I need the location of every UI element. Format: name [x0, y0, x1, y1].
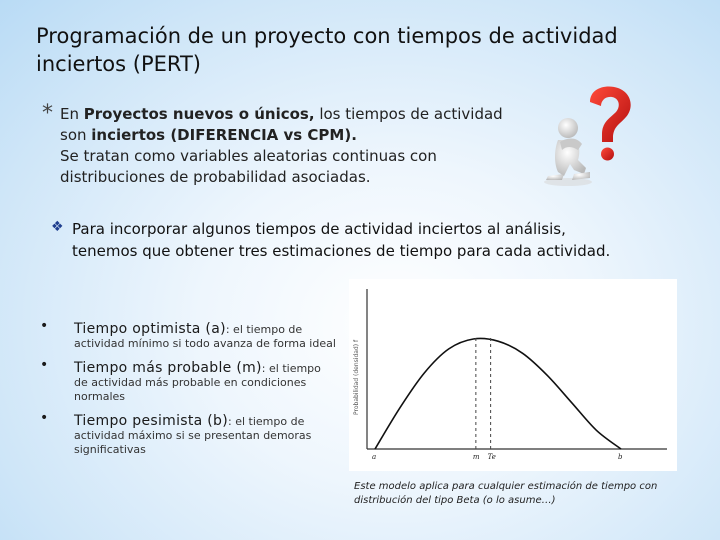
estimates-intro-paragraph	[72, 218, 692, 262]
title-line-2: inciertos (PERT)	[36, 52, 201, 76]
estimate-name: Tiempo optimista (a)	[74, 321, 226, 337]
intro-bold-2: inciertos (DIFERENCIA vs CPM).	[91, 126, 357, 144]
diamond-bullet-icon: ❖	[51, 219, 64, 235]
tick-label: b	[618, 453, 623, 461]
estimate-tail: : el tiempo	[261, 362, 321, 375]
caption-line-2: distribución del tipo Beta (o lo asume…)	[354, 495, 556, 506]
star-bullet-icon: *	[42, 101, 53, 126]
estimates-list	[40, 318, 350, 463]
bullet-icon: •	[40, 410, 49, 426]
caption-line-1: Este modelo aplica para cualquier estimación de tiempo con	[354, 481, 658, 492]
estimate-detail: actividad máximo si se presentan demoras	[74, 429, 312, 442]
beta-distribution-chart	[349, 279, 677, 471]
intro-line2-prefix: son	[60, 126, 92, 144]
tick-label: Te	[487, 453, 496, 461]
bullet-icon: •	[40, 318, 49, 334]
estimate-detail: de actividad más probable en condiciones	[74, 376, 307, 389]
estimates-intro-line-2: tenemos que obtener tres estimaciones de tiempo para cada actividad.	[72, 242, 611, 260]
intro-prefix: En	[60, 105, 84, 123]
tick-label: m	[472, 453, 480, 461]
estimate-name: Tiempo pesimista (b)	[74, 413, 228, 429]
intro-line-1	[60, 104, 530, 125]
intro-text-1: los tiempos de actividad	[314, 105, 503, 123]
list-item	[40, 318, 350, 351]
list-item	[40, 357, 350, 404]
list-item	[40, 410, 350, 457]
estimate-detail: actividad mínimo si todo avanza de forma ideal	[74, 337, 336, 350]
chart-caption	[354, 480, 694, 508]
estimate-detail: significativas	[74, 443, 146, 456]
intro-line-4: distribuciones de probabilidad asociadas.	[60, 168, 371, 186]
thinking-person-question-mark-icon	[540, 84, 640, 188]
estimate-name: Tiempo más probable (m)	[74, 360, 262, 376]
y-axis-label: Probabilidad (densidad) f	[353, 339, 360, 415]
title-line-1: Programación de un proyecto con tiempos de actividad	[36, 24, 618, 48]
intro-line-2	[60, 125, 530, 146]
estimate-detail: normales	[74, 390, 126, 403]
intro-bold-1: Proyectos nuevos o únicos,	[83, 105, 315, 123]
estimate-tail: : el tiempo de	[225, 323, 303, 336]
estimates-intro-line-1: Para incorporar algunos tiempos de actividad inciertos al análisis,	[72, 220, 566, 238]
density-curve	[375, 338, 621, 449]
intro-line-3: Se tratan como variables aleatorias continuas con	[60, 147, 437, 165]
tick-label: a	[372, 453, 377, 461]
bullet-icon: •	[40, 357, 49, 373]
intro-paragraph	[60, 104, 530, 188]
estimate-tail: : el tiempo de	[228, 415, 305, 428]
page-title	[36, 22, 696, 78]
chart-svg	[349, 279, 677, 471]
